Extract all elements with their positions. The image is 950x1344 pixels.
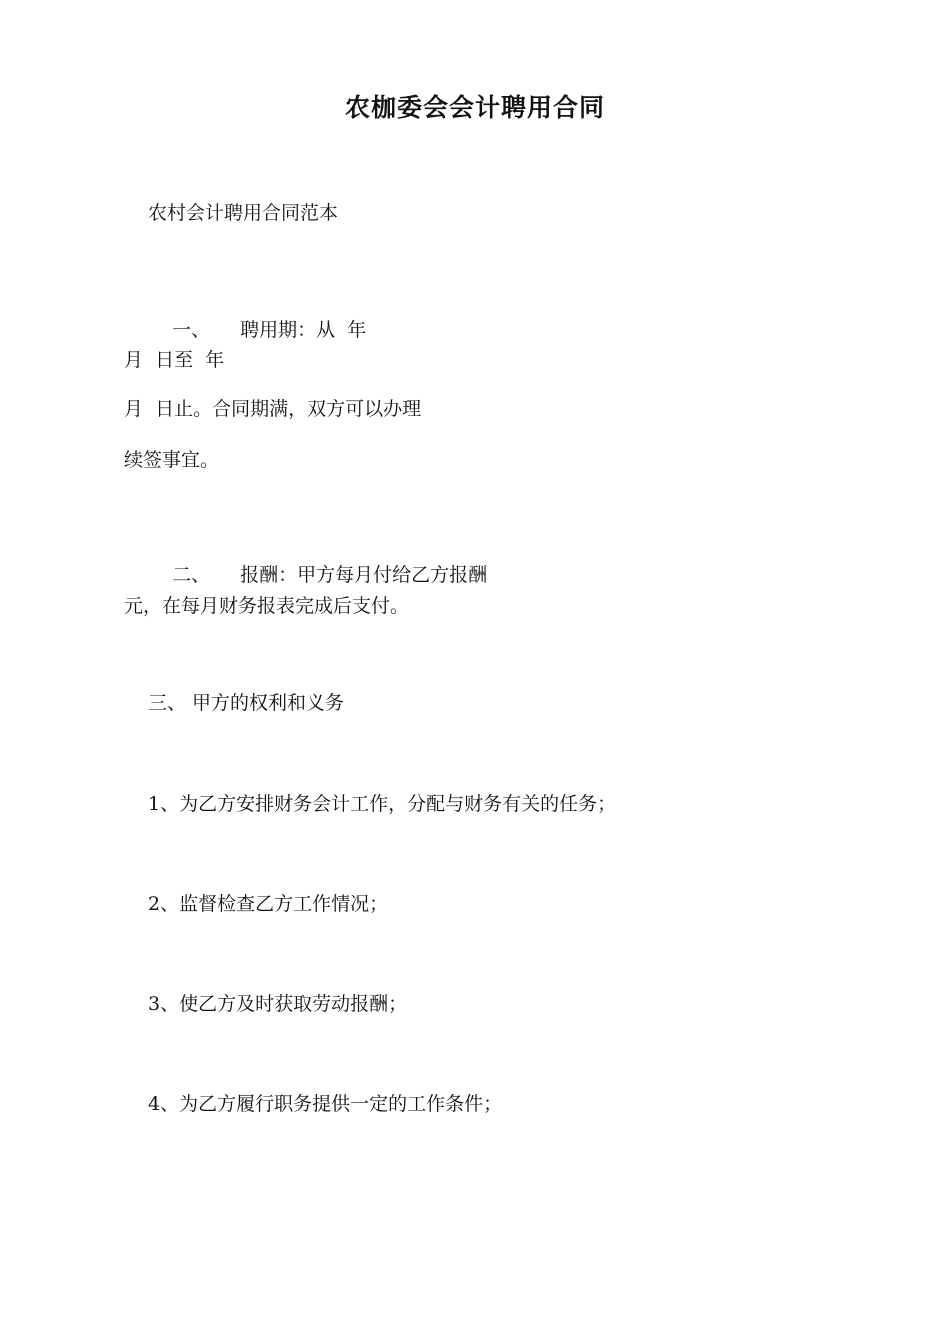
list-item: 1、为乙方安排财务会计工作，分配与财务有关的任务；: [148, 793, 617, 815]
section-1-text: 聘用期：从 年: [240, 319, 367, 341]
section-1-line-3: 月 日止。合同期满，双方可以办理: [124, 398, 422, 420]
section-2-text: 报酬：甲方每月付给乙方报酬: [240, 564, 488, 586]
section-1-number: 一、: [172, 319, 211, 341]
section-2-line-2: 元，在每月财务报表完成后支付。: [124, 595, 410, 617]
list-item: 3、使乙方及时获取劳动报酬；: [148, 993, 408, 1015]
document-title: 农枷委会会计聘用合同: [344, 93, 605, 122]
section-1-line-2: 月 日至 年: [124, 349, 225, 371]
section-1-line-4: 续签事宜。: [124, 449, 220, 471]
document-subtitle: 农村会计聘用合同范本: [148, 202, 339, 224]
section-3-heading: 三、 甲方的权利和义务: [148, 692, 345, 714]
section-2-number: 二、: [172, 564, 211, 586]
list-item: 4、为乙方履行职务提供一定的工作条件；: [148, 1093, 503, 1115]
list-item: 2、监督检查乙方工作情况；: [148, 893, 389, 915]
